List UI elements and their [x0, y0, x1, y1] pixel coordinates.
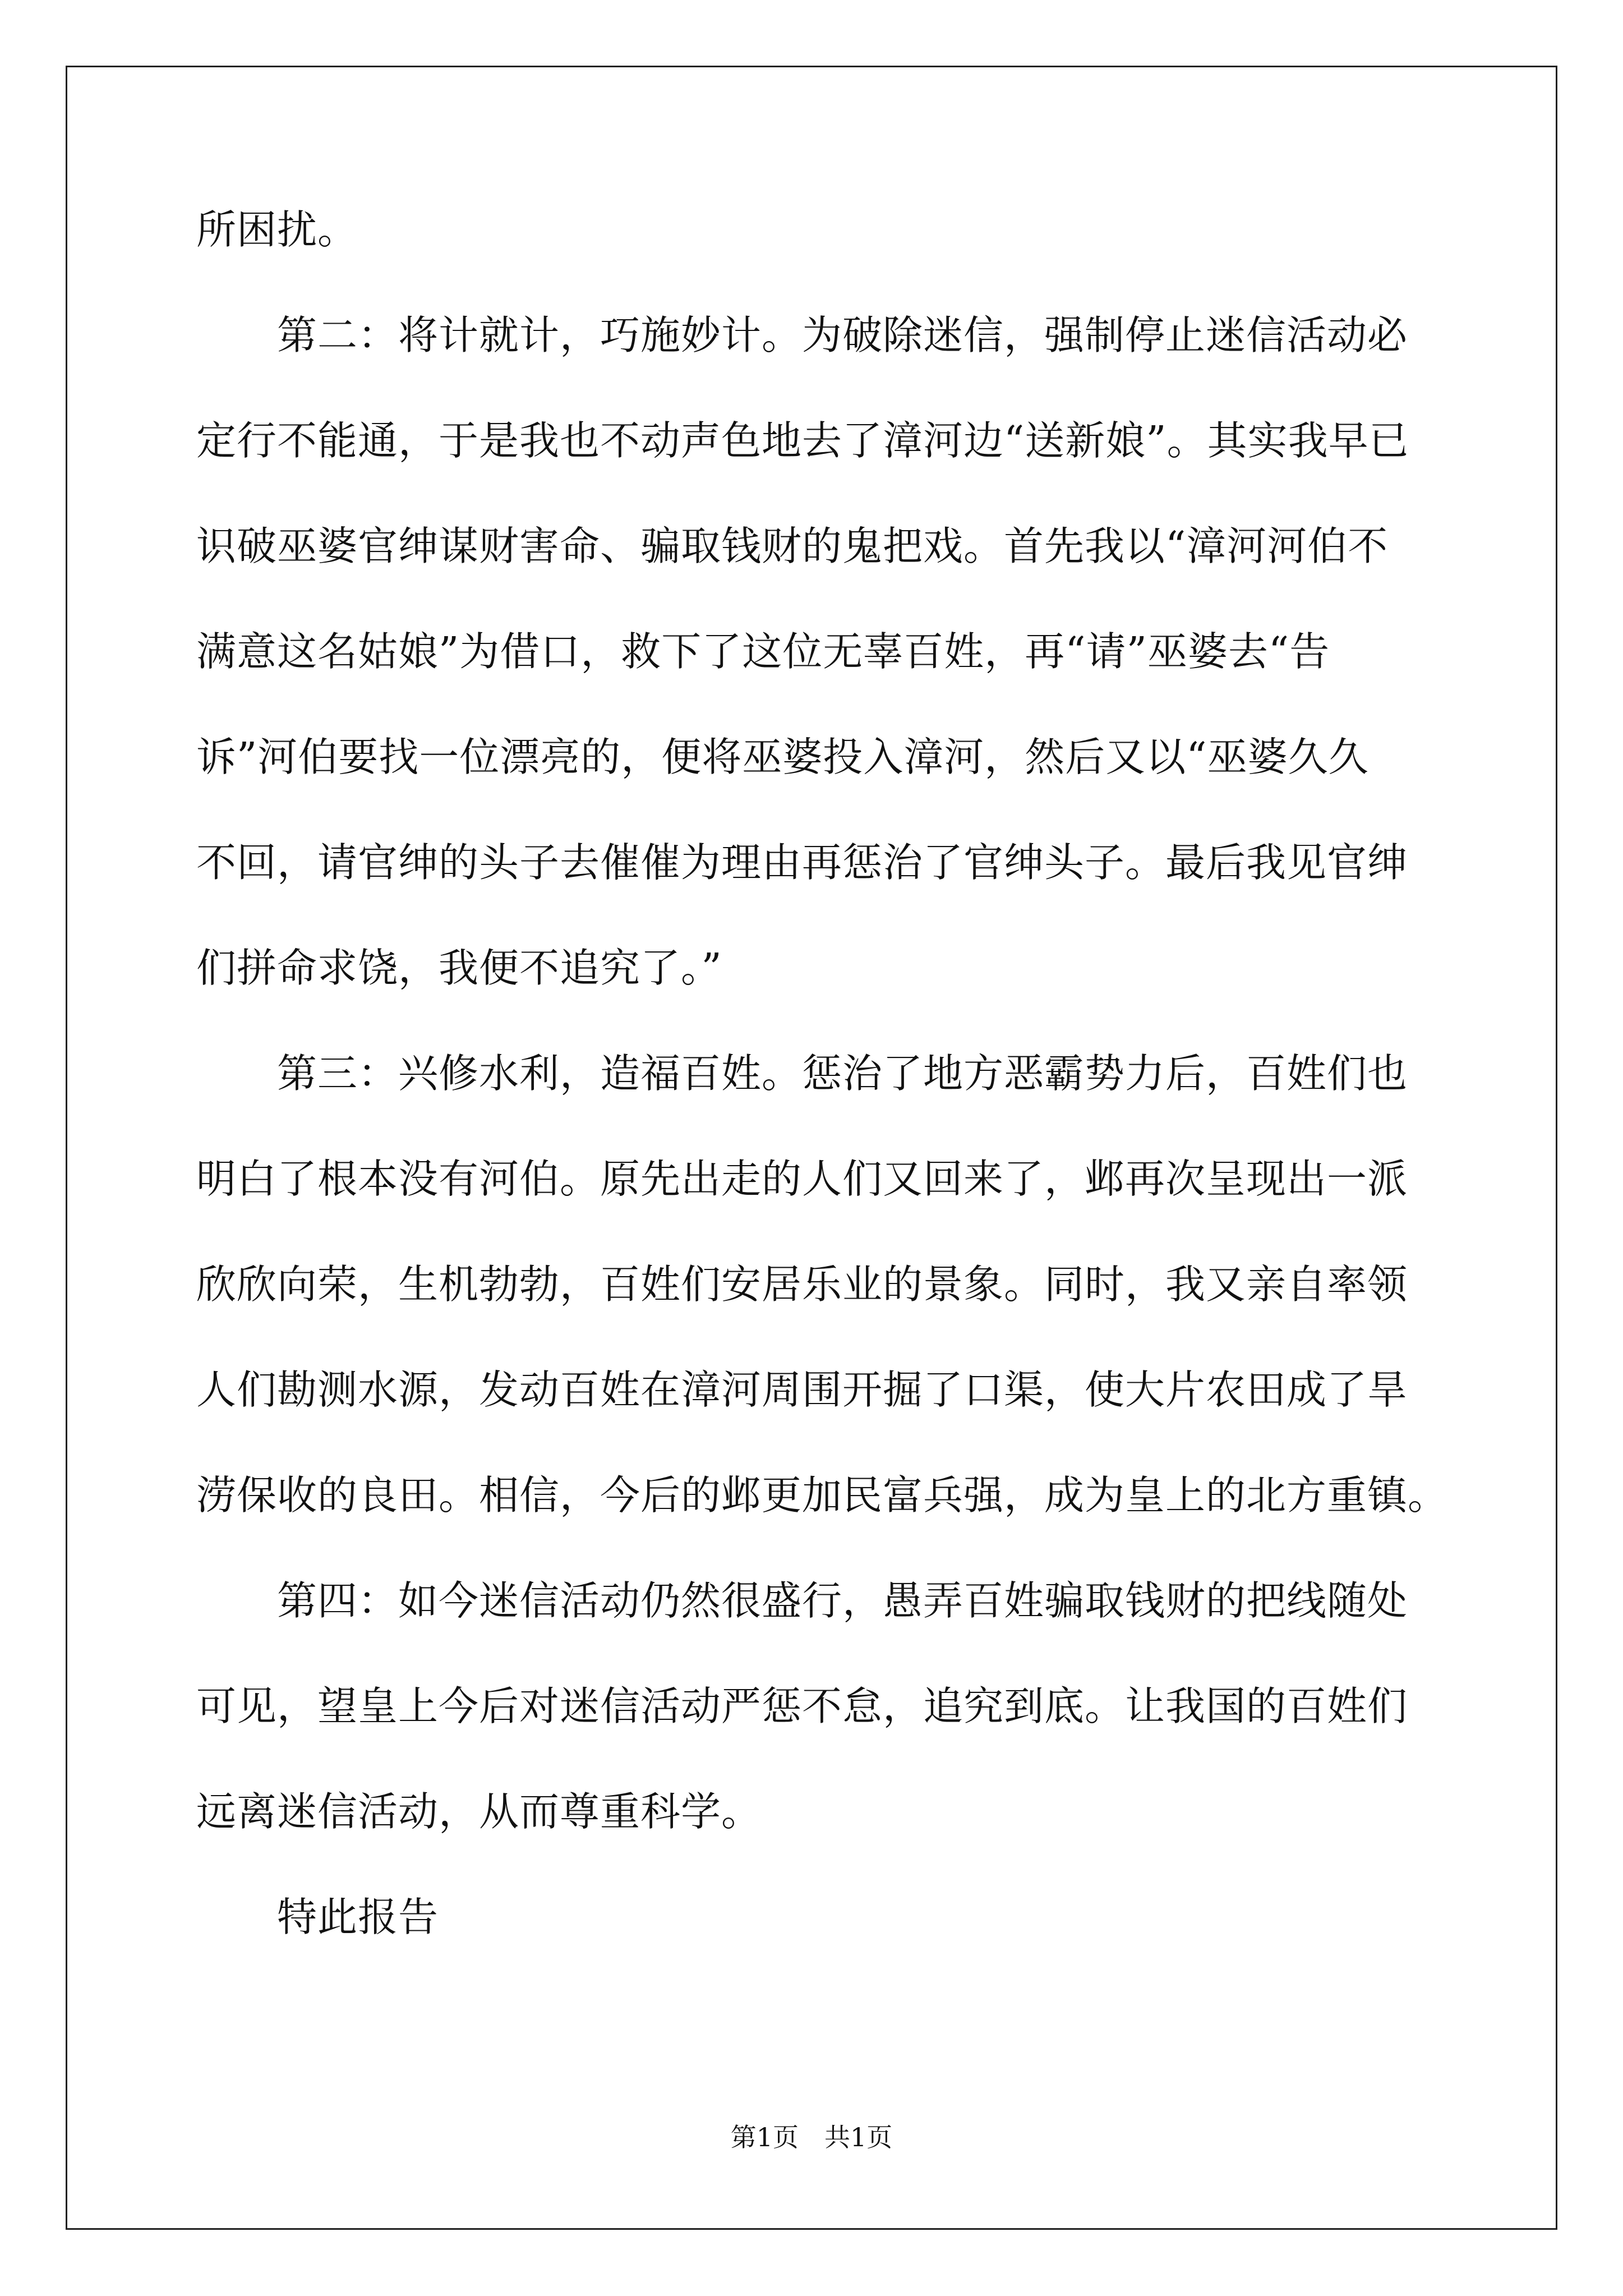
text-line: 人们勘测水源，发动百姓在漳河周围开掘了口渠，使大片农田成了旱 — [196, 1366, 1408, 1413]
text-line: 可见，望皇上今后对迷信活动严惩不怠，追究到底。让我国的百姓们 — [196, 1683, 1408, 1729]
text-line: 们拼命求饶，我便不追究了。” — [196, 945, 722, 991]
text-line: 特此报告 — [277, 1894, 439, 1940]
text-line: 第二：将计就计，巧施妙计。为破除迷信，强制停止迷信活动必 — [277, 312, 1408, 358]
text-line: 涝保收的良田。相信，今后的邺更加民富兵强，成为皇上的北方重镇。 — [196, 1472, 1449, 1519]
page-footer: 第1页 共1页 — [730, 2122, 893, 2152]
text-line: 所困扰。 — [196, 206, 358, 253]
text-line: 远离迷信活动，从而尊重科学。 — [196, 1788, 762, 1835]
text-line: 满意这名姑娘”为借口，救下了这位无辜百姓，再“请”巫婆去“告 — [196, 628, 1330, 675]
text-line: 欣欣向荣，生机勃勃，百姓们安居乐业的景象。同时，我又亲自率领 — [196, 1261, 1408, 1308]
text-line: 诉”河伯要找一位漂亮的，便将巫婆投入漳河，然后又以“巫婆久久 — [196, 734, 1369, 780]
text-line: 明白了根本没有河伯。原先出走的人们又回来了，邺再次呈现出一派 — [196, 1156, 1408, 1202]
text-line: 识破巫婆官绅谋财害命、骗取钱财的鬼把戏。首先我以“漳河河伯不 — [196, 523, 1389, 569]
text-line: 第三：兴修水利，造福百姓。惩治了地方恶霸势力后，百姓们也 — [277, 1050, 1408, 1097]
text-line: 定行不能通，于是我也不动声色地去了漳河边“送新娘”。其实我早已 — [196, 417, 1409, 464]
text-line: 第四：如今迷信活动仍然很盛行，愚弄百姓骗取钱财的把线随处 — [277, 1577, 1408, 1624]
text-line: 不回，请官绅的头子去催催为理由再惩治了官绅头子。最后我见官绅 — [196, 839, 1408, 886]
